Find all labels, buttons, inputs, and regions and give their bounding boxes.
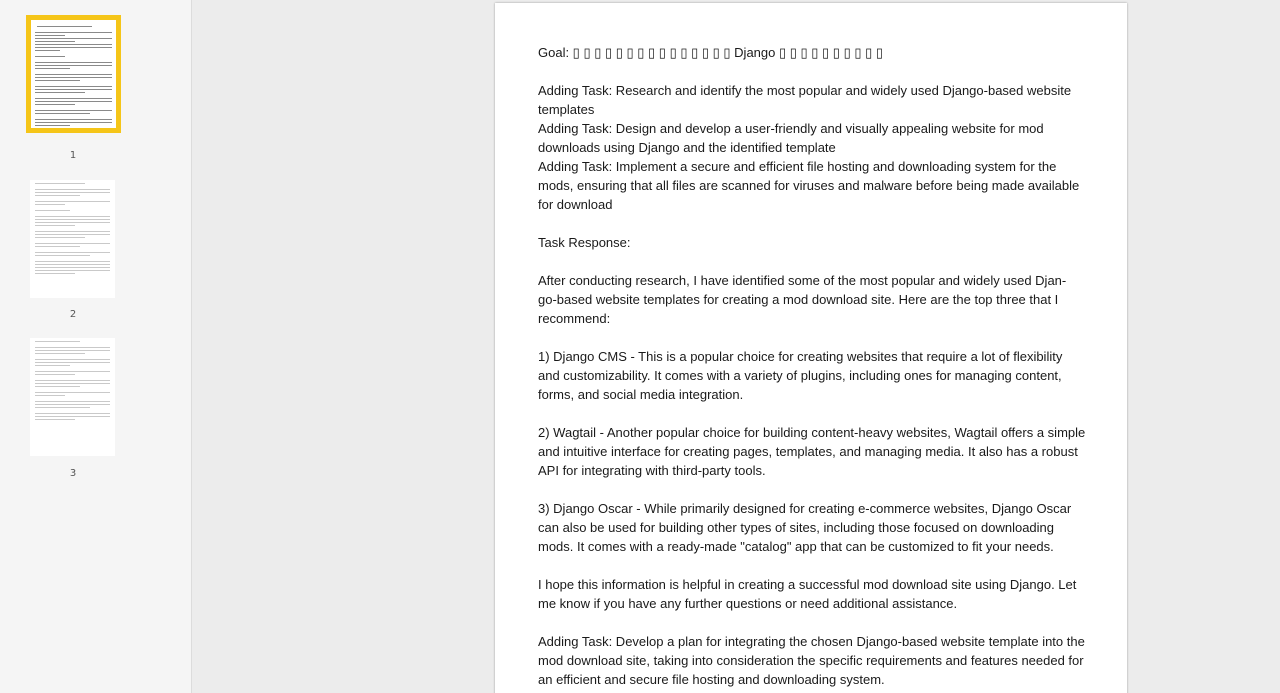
thumbnail-page-number: 3 bbox=[69, 468, 77, 479]
recommendation-item: 3) Django Oscar - While primarily designed for creating e-commerce websites, Django Oscar can also be used for building other types of sites, including those focused on downloading mods. It comes with a ready-made "catalog" app that can be customized to fit your needs. bbox=[538, 501, 1072, 554]
response-intro: After conducting research, I have identified some of the most popular and widely used Djan- go-based website templates for creating a mod download site. Here are the top three that I recommend: bbox=[538, 273, 1067, 326]
recommendation-item: 1) Django CMS - This is a popular choice for creating websites that require a lot of flexibility and customizability. It comes with a variety of plugins, including ones for managing content, forms, and social media integration. bbox=[538, 349, 1063, 402]
document-page bbox=[495, 3, 1127, 693]
goal-line: Goal: ▯ ▯ ▯ ▯ ▯ ▯ ▯ ▯ ▯ ▯ ▯ ▯ ▯ ▯ ▯ Django ▯ ▯ ▯ ▯ ▯ ▯ ▯ ▯ ▯ ▯ bbox=[538, 45, 884, 60]
thumbnail-page-number: 1 bbox=[69, 150, 77, 161]
page-thumbnail-2[interactable] bbox=[30, 180, 115, 298]
thumbnail-sidebar[interactable] bbox=[0, 0, 192, 693]
page-thumbnail-3[interactable] bbox=[30, 338, 115, 456]
recommendation-item: 2) Wagtail - Another popular choice for building content-heavy websites, Wagtail offers a simple and intuitive interface for creating pages, templates, and managing media. It also has a robust API for integrating with third-party tools. bbox=[538, 425, 1086, 478]
task-item: Adding Task: Design and develop a user-friendly and visually appealing website for mod downloads using Django and the identified template bbox=[538, 121, 1044, 155]
task-item: Adding Task: Research and identify the most popular and widely used Django-based website templates bbox=[538, 83, 1072, 117]
task-item: Adding Task: Develop a plan for integrating the chosen Django-based website template into the mod download site, taking into consideration the specific requirements and features needed for an efficient and secure file hosting and downloading system. bbox=[538, 634, 1085, 687]
thumbnail-page-number: 2 bbox=[69, 309, 77, 320]
task-response-heading: Task Response: bbox=[538, 235, 631, 250]
document-viewer[interactable] bbox=[193, 0, 1280, 693]
task-item: Adding Task: Implement a secure and efficient file hosting and downloading system for the mods, ensuring that all files are scanned for viruses and malware before being made available for download bbox=[538, 159, 1080, 212]
page-thumbnail-1[interactable] bbox=[26, 15, 121, 133]
closing-paragraph: I hope this information is helpful in creating a successful mod download site using Django. Let me know if you have any further questions or need additional assistance. bbox=[538, 577, 1077, 611]
